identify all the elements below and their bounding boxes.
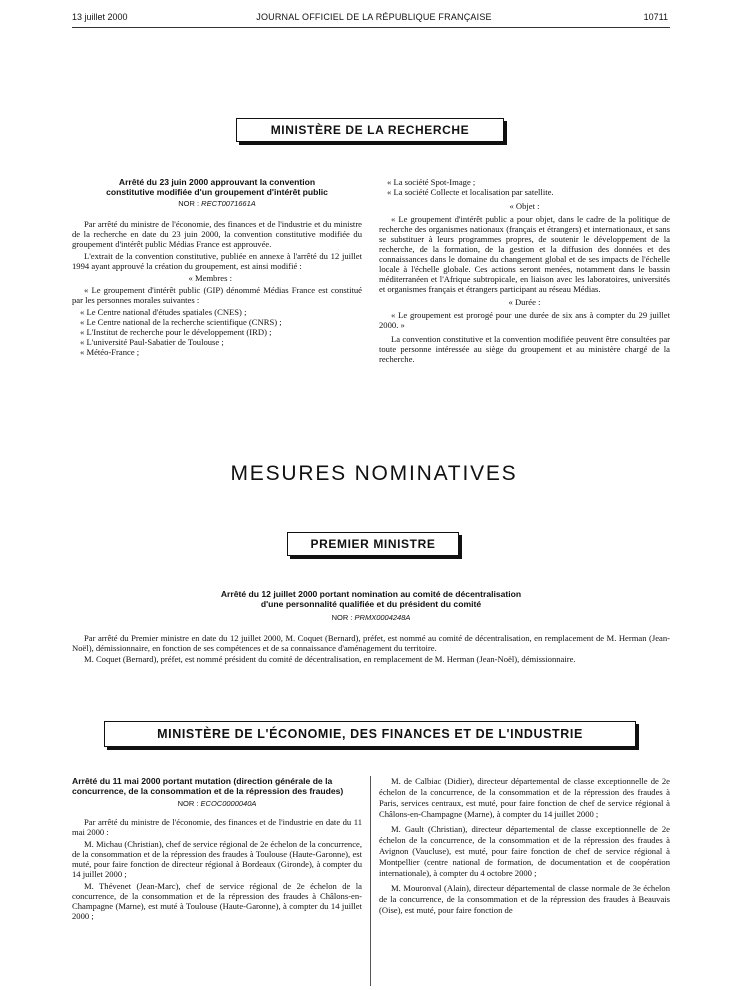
section1-left-column [72,177,362,357]
ministry-heading-economie: MINISTÈRE DE L'ÉCONOMIE, DES FINANCES ET DE L'INDUSTRIE [104,721,636,747]
paragraph: L'extrait de la convention constitutive, publiée en annexe à l'arrêté du 12 juillet 1994 ayant approuvé la création du groupement, est ainsi modifié : [72,251,362,271]
arrete-title-line-2: d'une personnalité qualifiée et du président du comité [260,599,482,609]
header-date: 13 juillet 2000 [72,12,128,22]
paragraph: « Le groupement d'intérêt public (GIP) dénommé Médias France est constitué par les personnes morales suivantes : [72,285,362,305]
list-item: « Le Centre national d'études spatiales (CNES) ; [80,307,247,317]
nor-label: NOR : [177,799,199,808]
paragraph: M. Gault (Christian), directeur départemental de classe exceptionnelle de 2e échelon de la concurrence, de la consommation et de la répression des fraudes à Avignon (Vaucluse), est muté, pour faire fonction de chef de service régional à Montpellier (centre national de formation, de documentation et de coopération internationale), à compter du 4 octobre 2000 ; [379,824,670,878]
paragraph: La convention constitutive et la convention modifiée peuvent être consultées par toute personne intéressée au siège du groupement et au ministère chargé de la recherche. [379,334,670,364]
list-item: « La société Spot-Image ; [387,177,476,187]
paragraph: M. de Calbiac (Didier), directeur départemental de classe exceptionnelle de 2e échelon de la concurrence, de la consommation et de la répression des fraudes à Paris, services centraux, est muté, pour faire fonction de chef de service régional à Châlons-en-Champagne (Marne), à compter du 14 juillet 2000 ; [379,776,670,819]
paragraph: « Le groupement est prorogé pour une durée de six ans à compter du 29 juillet 2000. » [379,310,670,330]
paragraph: Par arrêté du ministre de l'économie, des finances et de l'industrie en date du 11 mai 2000 : [72,817,362,837]
arrete-title-line-1: Arrêté du 12 juillet 2000 portant nomination au comité de décentralisation [220,589,522,599]
section3-right-column [379,776,670,918]
arrete-title: Arrêté du 23 juin 2000 approuvant la convention constitutive modifiée d'un groupement d'intérêt public [106,177,328,197]
nor-line [72,799,362,809]
column-divider [370,776,371,986]
nor-label: NOR : [178,199,200,208]
paragraph: M. Coquet (Bernard), préfet, est nommé président du comité de décentralisation, en remplacement de M. Herman (Jean-Noël), démissionnaire. [84,654,576,664]
section2-body [72,589,670,665]
paragraph: « Le groupement d'intérêt public a pour objet, dans le cadre de la politique de recherche des organismes nationaux (français et étrangers) et internationaux, et sans se substituer à leurs programmes propres, de soutenir le développement de la recherche, de la formation, de la gestion et la diffusion des données et des connaissances dans le domaine du changement global et de ses impacts de l'échelle locale à l'échelle globale. Ces actions seront menées, notamment dans le bassin méditerranéen et l'Afrique subtropicale, en liaison avec les laboratoires, universités et organismes français et étrangers participant au réseau Médias. [379,214,670,294]
ministry-heading-recherche: MINISTÈRE DE LA RECHERCHE [236,118,504,142]
header-rule [72,27,670,28]
nor-code: PRMX0004248A [354,613,411,622]
page-number: 10711 [643,12,668,22]
nor-line [72,199,362,209]
mesures-nominatives-title: MESURES NOMINATIVES [230,462,518,485]
list-item: « La société Collecte et localisation par satellite. [387,187,554,197]
nor-code: RECT0071661A [201,199,256,208]
paragraph: M. Thévenet (Jean-Marc), chef de service régional de 2e échelon de la concurrence, de la consommation et de la répression des fraudes à Châlons-en-Champagne (Marne), est muté à Toulouse (Haute-Garonne), à compter du 14 juillet 2000 ; [72,881,362,921]
paragraph: M. Mouronval (Alain), directeur départemental de classe normale de 3e échelon de la concurrence, de la consommation et de la répression des fraudes à Beauvais (Oise), est muté, pour faire fonction de [379,883,670,915]
list-item: « Météo-France ; [80,347,140,357]
paragraph: Par arrêté du Premier ministre en date du 12 juillet 2000, M. Coquet (Bernard), préfet, est nommé au comité de décentralisation, en remplacement de M. Herman (Jean-Noël), démissionnaire, en fonction de ses compétences et de sa connaissance d'aménagement du territoire. [72,633,670,653]
section3-left-column [72,776,362,923]
duree-label: « Durée : [508,297,541,307]
objet-label: « Objet : [509,201,540,211]
list-item: « L'université Paul-Sabatier de Toulouse ; [80,337,224,347]
paragraph: M. Michau (Christian), chef de service régional de 2e échelon de la concurrence, de la consommation et de la répression des fraudes à Toulouse (Haute-Garonne), est muté, pour faire fonction de directeur régional à Bordeaux (Gironde), à compter du 14 juillet 2000 ; [72,839,362,879]
nor-label: NOR : [331,613,353,622]
membres-label: « Membres : [188,273,232,283]
list-item: « Le Centre national de la recherche scientifique (CNRS) ; [80,317,282,327]
nor-code: ECOC0000040A [200,799,257,808]
nor-line [72,613,670,623]
journal-title: JOURNAL OFFICIEL DE LA RÉPUBLIQUE FRANÇAISE [256,12,492,22]
section1-right-column [379,177,670,366]
list-item: « L'Institut de recherche pour le développement (IRD) ; [80,327,272,337]
paragraph: Par arrêté du ministre de l'économie, des finances et de l'industrie et du ministre de la recherche en date du 23 juin 2000, la convention constitutive modifiée du groupement d'intérêt public Médias France est approuvée. [72,219,362,249]
arrete-title: Arrêté du 11 mai 2000 portant mutation (direction générale de la concurrence, de la consommation et de la répression des fraudes) [72,776,344,796]
ministry-heading-premier-ministre: PREMIER MINISTRE [287,532,459,556]
